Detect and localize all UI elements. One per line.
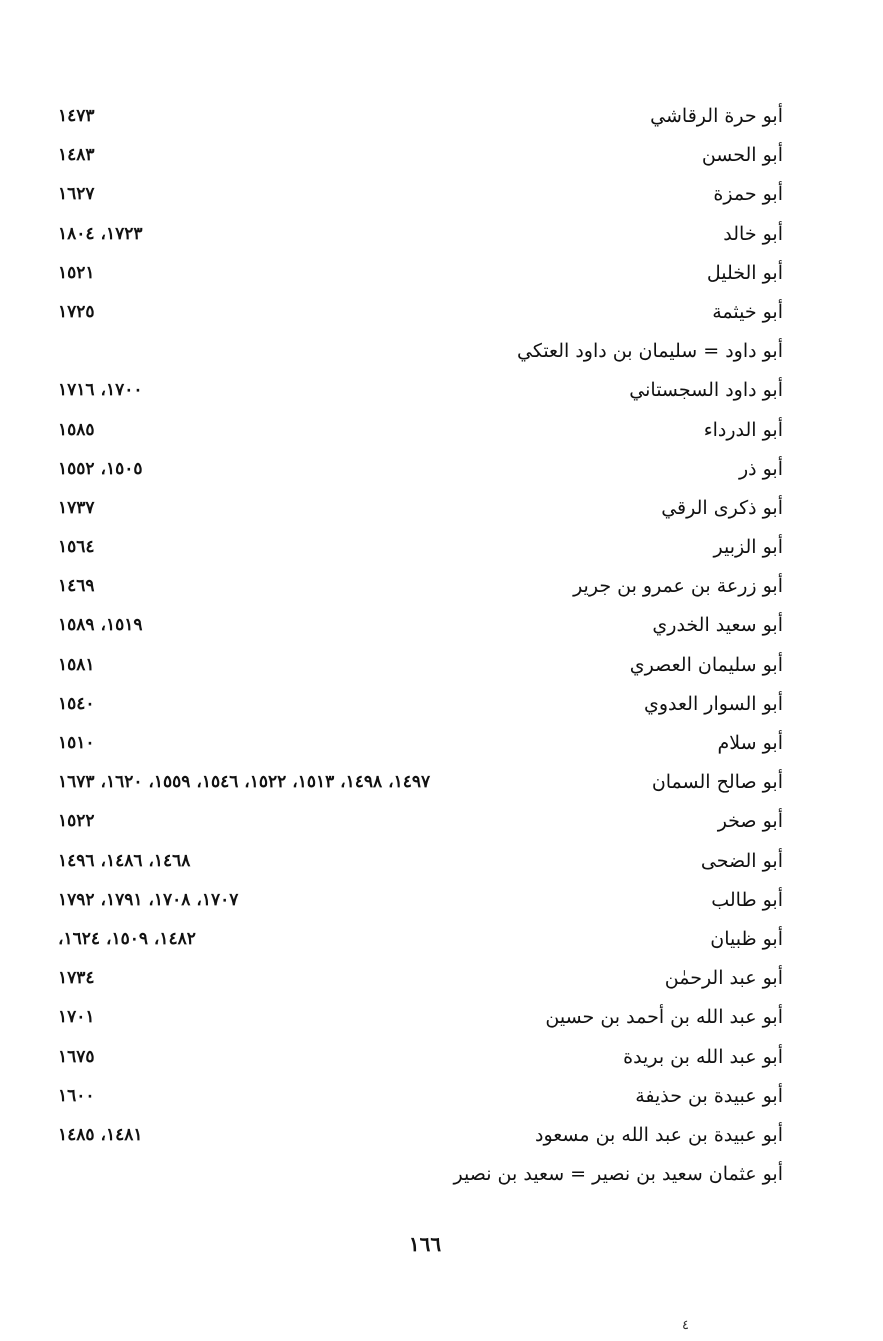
entry-refs: ١٧٠٠، ١٧١٦ xyxy=(58,380,143,401)
entry-refs: ١٥٢١ xyxy=(58,262,95,283)
entry-name: أبو صالح السمان xyxy=(651,771,783,794)
entry-name: أبو خالد xyxy=(723,222,783,245)
entry-name: أبو عبد الله بن أحمد بن حسين xyxy=(545,1006,783,1029)
index-entry xyxy=(58,175,783,214)
index-entry xyxy=(58,881,783,920)
entry-refs: ١٦٠٠ xyxy=(58,1085,95,1106)
entry-refs: ١٤٨٣ xyxy=(58,145,95,166)
index-entry xyxy=(58,1077,783,1116)
entry-name: أبو الزبير xyxy=(713,536,783,559)
index-entry xyxy=(58,724,783,763)
entry-name: أبو عبيدة بن عبد الله بن مسعود xyxy=(534,1123,783,1146)
footer-mark: ٤ xyxy=(682,1318,689,1333)
entry-refs: ١٧٣٤ xyxy=(58,968,95,989)
entry-refs: ١٥١٩، ١٥٨٩ xyxy=(58,615,143,636)
entry-name: أبو عبيدة بن حذيفة xyxy=(635,1084,783,1107)
index-entry xyxy=(58,136,783,175)
entry-refs: ١٥٨٥ xyxy=(58,419,95,440)
index-entry xyxy=(58,842,783,881)
entry-name: أبو طالب xyxy=(711,888,783,911)
entry-name: أبو صخر xyxy=(717,810,783,833)
entry-refs: ١٤٩٧، ١٤٩٨، ١٥١٣، ١٥٢٢، ١٥٤٦، ١٥٥٩، ١٦٢٠، ١٦٧٣ xyxy=(58,772,431,793)
entry-refs: ١٧٣٧ xyxy=(58,497,95,518)
entry-refs: ١٥٨١ xyxy=(58,654,95,675)
entry-refs: ١٥١٠ xyxy=(58,733,95,753)
entry-refs: ١٥٢٢ xyxy=(58,811,95,832)
index-entry xyxy=(58,998,783,1037)
entry-refs: ١٤٨٢، ١٥٠٩، ١٦٢٤، xyxy=(58,928,196,949)
entry-refs: ١٦٧٥ xyxy=(58,1046,95,1067)
index-entry xyxy=(58,646,783,685)
index-entry xyxy=(58,763,783,802)
index-entry xyxy=(58,411,783,450)
entry-name: أبو حرة الرقاشي xyxy=(650,105,783,127)
entry-refs: ١٥٤٠ xyxy=(58,693,95,714)
entry-name: أبو داود السجستاني xyxy=(629,379,783,402)
entry-refs: ١٤٧٣ xyxy=(58,106,95,126)
index-entry xyxy=(58,606,783,645)
index-entry xyxy=(58,332,783,371)
index-entry xyxy=(58,371,783,410)
entry-refs: ١٤٦٨، ١٤٨٦، ١٤٩٦ xyxy=(58,850,191,871)
entry-name: أبو حمزة xyxy=(713,183,783,206)
entry-name: أبو خيثمة xyxy=(712,300,783,323)
index-entry xyxy=(58,1116,783,1155)
entry-name: أبو الدرداء xyxy=(703,418,783,441)
entry-refs: ١٧٢٣، ١٨٠٤ xyxy=(58,223,143,244)
index-list xyxy=(58,97,783,1194)
entry-name: أبو سليمان العصري xyxy=(629,653,783,676)
entry-name: أبو ذر xyxy=(738,457,783,480)
entry-name: أبو داود = سليمان بن داود العتكي xyxy=(516,340,783,363)
index-entry xyxy=(58,959,783,998)
index-entry xyxy=(58,293,783,332)
entry-refs: ١٦٢٧ xyxy=(58,184,95,205)
entry-name: أبو عثمان سعيد بن نصير = سعيد بن نصير xyxy=(453,1163,783,1186)
index-entry xyxy=(58,489,783,528)
entry-refs: ١٤٨١، ١٤٨٥ xyxy=(58,1124,143,1145)
index-entry xyxy=(58,1038,783,1077)
entry-name: أبو ذكرى الرقي xyxy=(661,496,783,519)
entry-refs: ١٥٦٤ xyxy=(58,537,95,558)
entry-refs: ١٧٠١ xyxy=(58,1007,95,1028)
index-entry xyxy=(58,802,783,841)
index-entry xyxy=(58,1155,783,1194)
page-number: ١٦٦ xyxy=(408,1232,442,1256)
entry-refs: ١٧٠٧، ١٧٠٨، ١٧٩١، ١٧٩٢ xyxy=(58,889,239,910)
entry-name: أبو زرعة بن عمرو بن جرير xyxy=(573,575,783,598)
entry-name: أبو سعيد الخدري xyxy=(652,614,783,637)
index-entry xyxy=(58,920,783,959)
index-entry xyxy=(58,450,783,489)
entry-name: أبو السوار العدوي xyxy=(643,692,783,715)
index-entry xyxy=(58,528,783,567)
entry-name: أبو الحسن xyxy=(701,144,783,167)
entry-name: أبو الخليل xyxy=(706,261,783,284)
index-entry xyxy=(58,567,783,606)
entry-name: أبو سلام xyxy=(717,732,783,754)
entry-refs: ١٧٢٥ xyxy=(58,301,95,322)
entry-name: أبو عبد الله بن بريدة xyxy=(623,1045,783,1068)
index-entry xyxy=(58,215,783,254)
entry-name: أبو عبد الرحمٰن xyxy=(664,967,783,990)
entry-refs: ١٤٦٩ xyxy=(58,576,95,597)
index-entry xyxy=(58,685,783,724)
index-entry xyxy=(58,254,783,293)
index-entry xyxy=(58,97,783,136)
entry-name: أبو ظبيان xyxy=(710,927,783,950)
entry-name: أبو الضحى xyxy=(700,849,783,872)
entry-refs: ١٥٠٥، ١٥٥٢ xyxy=(58,458,143,479)
